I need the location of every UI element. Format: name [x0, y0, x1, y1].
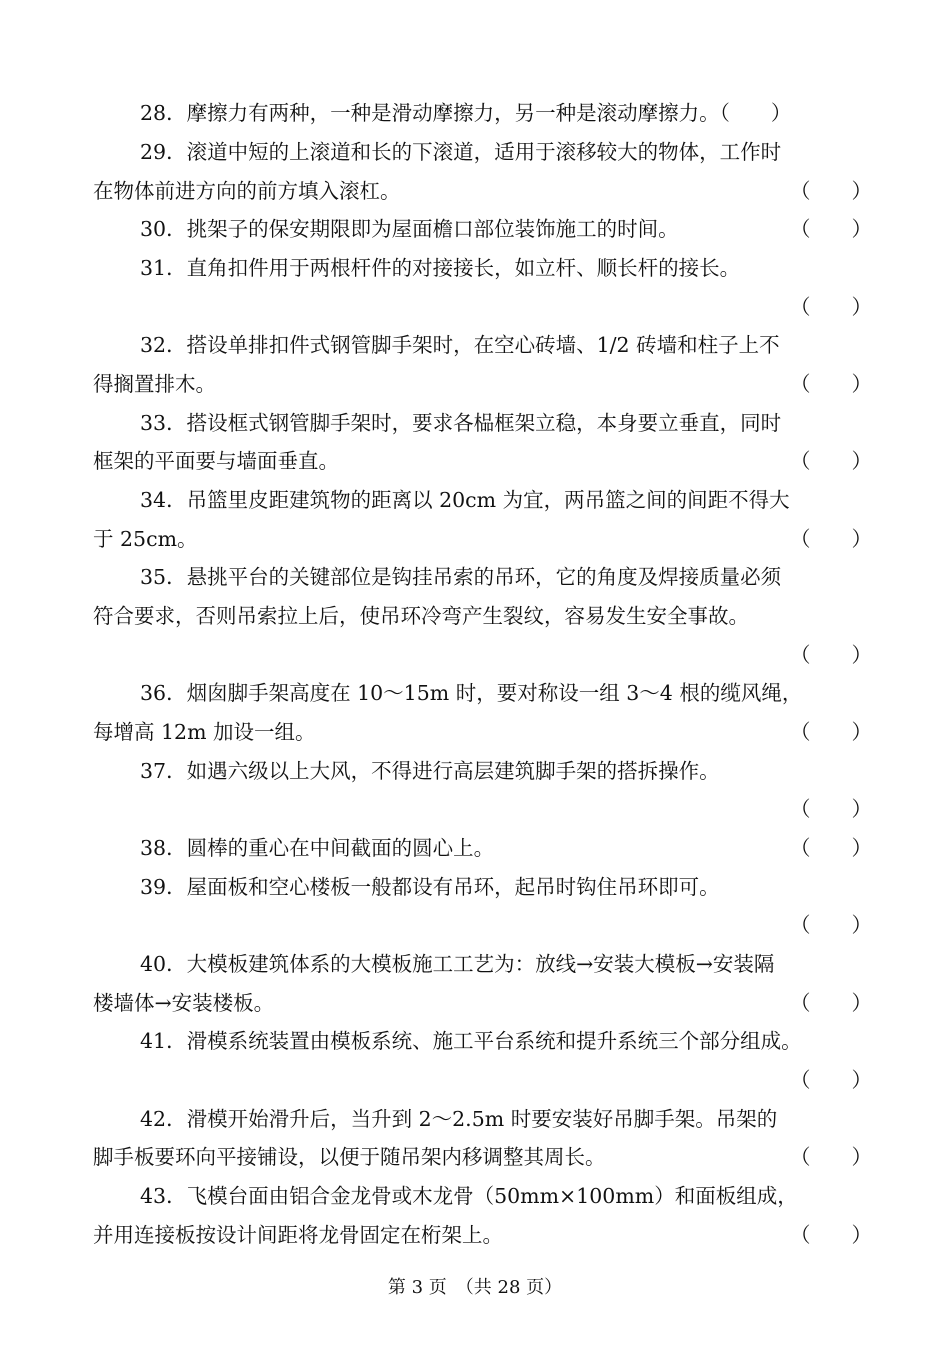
answer-blank-31[interactable]: （ ） [790, 295, 872, 319]
question-43-line-1: 43．飞模台面由铝合金龙骨或木龙骨（50mm×100mm）和面板组成， [140, 1184, 798, 1208]
page-footer: 第 3 页 （共 28 页） [387, 1277, 563, 1298]
answer-blank-33[interactable]: （ ） [790, 449, 872, 473]
question-42-line-1: 42．滑模开始滑升后，当升到 2～2.5m 时要安装好吊脚手架。吊架的 [140, 1107, 778, 1131]
question-32-line-1: 32．搭设单排扣件式钢管脚手架时，在空心砖墙、1/2 砖墙和柱子上不 [140, 333, 780, 357]
answer-blank-30[interactable]: （ ） [790, 217, 872, 241]
answer-blank-36[interactable]: （ ） [790, 720, 872, 744]
question-29-line-2: 在物体前进方向的前方填入滚杠。 [93, 179, 401, 203]
question-35-line-2: 符合要求，否则吊索拉上后，使吊环冷弯产生裂纹，容易发生安全事故。 [93, 604, 749, 628]
answer-blank-39[interactable]: （ ） [790, 913, 872, 937]
answer-blank-37[interactable]: （ ） [790, 797, 872, 821]
question-32-line-2: 得搁置排木。 [93, 372, 216, 396]
answer-blank-40[interactable]: （ ） [790, 991, 872, 1015]
answer-blank-29[interactable]: （ ） [790, 179, 872, 203]
question-40-line-2: 楼墙体→安装楼板。 [93, 991, 275, 1015]
question-41-line-1: 41．滑模系统装置由模板系统、施工平台系统和提升系统三个部分组成。 [140, 1029, 802, 1053]
answer-blank-38[interactable]: （ ） [790, 836, 872, 860]
question-33-line-2: 框架的平面要与墙面垂直。 [93, 449, 339, 473]
answer-blank-42[interactable]: （ ） [790, 1145, 872, 1169]
question-33-line-1: 33．搭设框式钢管脚手架时，要求各榀框架立稳，本身要立垂直，同时 [140, 411, 782, 435]
question-37-line-1: 37．如遇六级以上大风，不得进行高层建筑脚手架的搭拆操作。 [140, 759, 720, 783]
question-36-line-2: 每增高 12m 加设一组。 [93, 720, 316, 744]
question-38-line-1: 38．圆棒的重心在中间截面的圆心上。 [140, 836, 495, 860]
question-31-line-1: 31．直角扣件用于两根杆件的对接接长，如立杆、顺长杆的接长。 [140, 256, 741, 280]
question-29-line-1: 29．滚道中短的上滚道和长的下滚道，适用于滚移较大的物体，工作时 [140, 140, 782, 164]
question-40-line-1: 40．大模板建筑体系的大模板施工工艺为：放线→安装大模板→安装隔 [140, 952, 775, 976]
answer-blank-32[interactable]: （ ） [790, 372, 872, 396]
answer-blank-34[interactable]: （ ） [790, 527, 872, 551]
answer-blank-41[interactable]: （ ） [790, 1068, 872, 1092]
question-34-line-1: 34．吊篮里皮距建筑物的距离以 20cm 为宜，两吊篮之间的间距不得大 [140, 488, 790, 512]
question-36-line-1: 36．烟囱脚手架高度在 10～15m 时，要对称设一组 3～4 根的缆风绳， [140, 681, 803, 705]
answer-blank-35[interactable]: （ ） [790, 643, 872, 667]
answer-blank-43[interactable]: （ ） [790, 1223, 872, 1247]
question-43-line-2: 并用连接板按设计间距将龙骨固定在桁架上。 [93, 1223, 503, 1247]
question-28-line-1: 28．摩擦力有两种，一种是滑动摩擦力，另一种是滚动摩擦力。（ ） [140, 101, 792, 125]
question-34-line-2: 于 25cm。 [93, 527, 198, 551]
question-30-line-1: 30．挑架子的保安期限即为屋面檐口部位装饰施工的时间。 [140, 217, 679, 241]
question-35-line-1: 35．悬挑平台的关键部位是钩挂吊索的吊环，它的角度及焊接质量必须 [140, 565, 782, 589]
question-42-line-2: 脚手板要环向平接铺设，以便于随吊架内移调整其周长。 [93, 1145, 606, 1169]
question-39-line-1: 39．屋面板和空心楼板一般都设有吊环，起吊时钩住吊环即可。 [140, 875, 720, 899]
